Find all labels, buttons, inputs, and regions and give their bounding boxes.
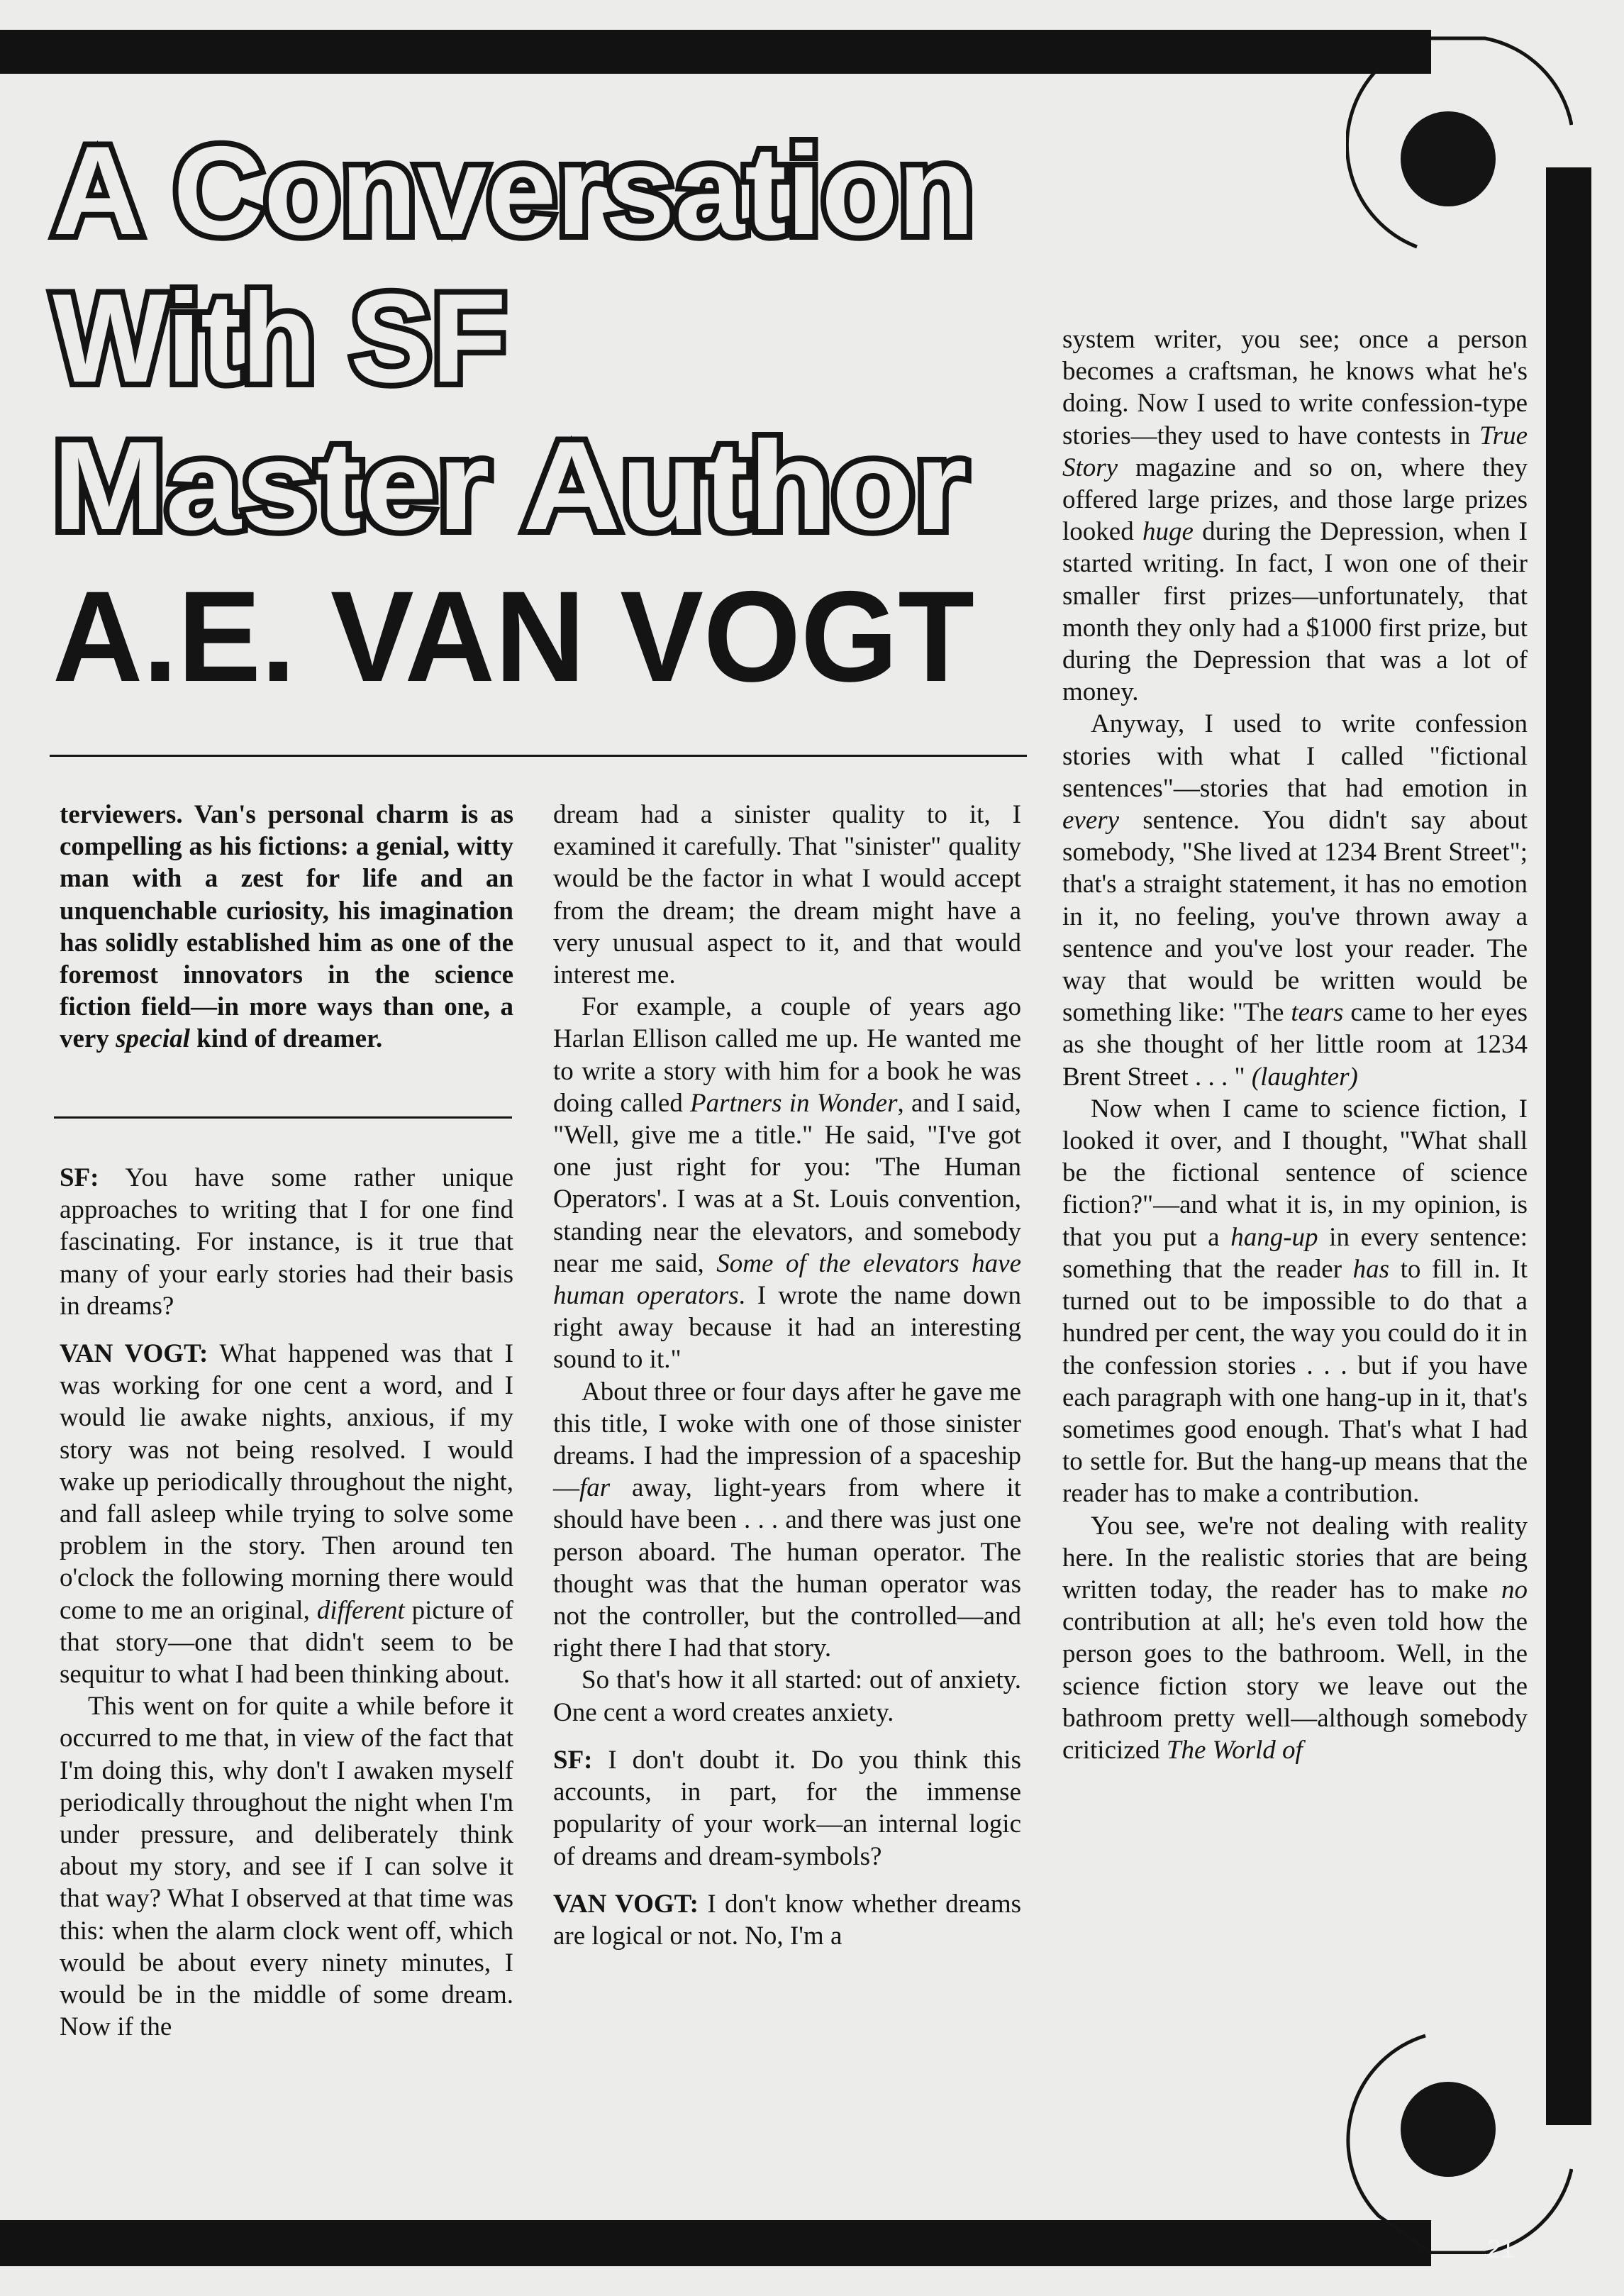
paragraph: For example, a couple of years ago Harlan Ellison called me up. He wanted me to write a story with him for a book he was doing called Partners in Wonder, and I said, "Well, give me a title." He said, "I've got one just right for you: 'The Human Operators'. I was at a St. Louis convention, standing near the elevators, and somebody near me said, Some of the elevators have human operators. I wrote the name down right away because it had an interesting sound to it." — [553, 992, 1022, 1375]
paragraph: This went on for quite a while before it occurred to me that, in view of the fact that I'm doing this, why don't I awaken myself periodically throughout the night when I'm under pressure, and deliberately think about my story, and see if I can solve it that way? What I observed at that time was this: when the alarm clock went off, which would be about every ninety minutes, I would be in the middle of some dream. Now if the — [60, 1692, 513, 2042]
paragraph: Now when I came to science fiction, I looked it over, and I thought, "What shall be the fictional sentence of science fiction?"—and what it is, in my opinion, is that you put a hang-up in every sentence: something that the reader has to fill in. It turned out to be impossible to do that a hundred per cent, the way you could do it in the confession stories . . . but if you have each paragraph with one hang-up in it, that's sometimes good enough. That's what I had to settle for. But the hang-up means that the reader has to make a contribution. — [1062, 1094, 1528, 1509]
paragraph: So that's how it all started: out of anxiety. One cent a word creates anxiety. — [553, 1665, 1021, 1727]
title-line-1: A Conversation — [52, 120, 974, 261]
title-line-2: With SF — [52, 267, 506, 409]
title-divider — [50, 755, 1027, 757]
question-2: SF: I don't doubt it. Do you think this accounts, in part, for the immense popularity of your work—an internal logic of dreams and dream-symbols? — [553, 1745, 1021, 1871]
top-border-bar — [0, 30, 1431, 74]
paragraph: system writer, you see; once a person becomes a craftsman, he knows what he's doing. Now I used to write confession-type stories—they used to have contests in True Story magazine and so on, where they offered large prizes, and those large prizes looked huge during the Depression, when I started writing. In fact, I won one of their smaller first prizes—unfortunately, that month they only had a $1000 first prize, but during the Depression that was a lot of money. — [1062, 325, 1528, 707]
speaker-label: SF: — [553, 1745, 593, 1775]
paragraph: Anyway, I used to write confession stories with what I called "fictional sentences"—stories that had emotion in every sentence. You didn't say about somebody, "She lived at 1234 Brent Street"; that's a straight statement, it has no emotion in it, no feeling, you've thrown away a sentence and you've lost your reader. The way that would be written would be something like: "The tears came to her eyes as she thought of her little room at 1234 Brent Street . . . " (laughter) — [1062, 709, 1528, 1092]
bottom-circle-ornament — [1346, 2027, 1573, 2254]
paragraph: About three or four days after he gave me this title, I woke with one of those sinister dreams. I had the impression of a spaceship—far away, light-years from where it should have been . . . and there was just one person aboard. The human operator. The thought was that the human operator was not the controller, but the controlled—and right there I had that story. — [553, 1377, 1021, 1663]
paragraph: You see, we're not dealing with reality here. In the realistic stories that are being written today, the reader has to make no contribution at all; he's even told how the person goes to the bathroom. Well, in the science fiction story we leave out the bathroom pretty well—although somebody criticized The World of — [1062, 1511, 1528, 1765]
column-1-body — [60, 1162, 513, 2043]
column-3-body — [1062, 323, 1528, 1766]
page-number: 21 — [1486, 2234, 1515, 2263]
article-title — [45, 106, 989, 731]
column-2-body — [553, 799, 1021, 1952]
bottom-border-bar — [0, 2220, 1431, 2266]
right-border-bar — [1546, 167, 1591, 2125]
speaker-label: VAN VOGT: — [553, 1889, 699, 1919]
answer-1: VAN VOGT: What happened was that I was working for one cent a word, and I would lie awake nights, anxious, if my story was not being resolved. I would wake up periodically throughout the night, and fall asleep while trying to solve some problem in the story. Then around ten o'clock the following morning there would come to me an original, different picture of that story—one that didn't seem to be sequitur to what I had been thinking about. — [60, 1339, 514, 1690]
paragraph: dream had a sinister quality to it, I examined it carefully. That "sinister" quality would be the factor in what I would accept from the dream; the dream might have a very unusual aspect to it, and that would interest me. — [553, 800, 1021, 990]
title-author-name: A.E. VAN VOGT — [52, 564, 974, 709]
title-line-3: Master Author — [52, 415, 967, 556]
intro-paragraph: terviewers. Van's personal charm is as compelling as his fictions: a genial, witty man with a zest for life and an unquenchable curiosity, his imagination has solidly established him as one of the foremost innovators in the science fiction field—in more ways than one, a very special kind of dreamer. — [60, 800, 513, 1054]
question-1: SF: You have some rather unique approaches to writing that I for one find fascinating. For instance, is it true that many of your early stories had their basis in dreams? — [60, 1163, 513, 1321]
speaker-label: VAN VOGT: — [60, 1339, 208, 1369]
answer-2: VAN VOGT: I don't know whether dreams are logical or not. No, I'm a — [553, 1889, 1022, 1951]
speaker-label: SF: — [60, 1163, 99, 1192]
top-circle-ornament — [1346, 34, 1573, 261]
intro-divider — [54, 1116, 512, 1119]
